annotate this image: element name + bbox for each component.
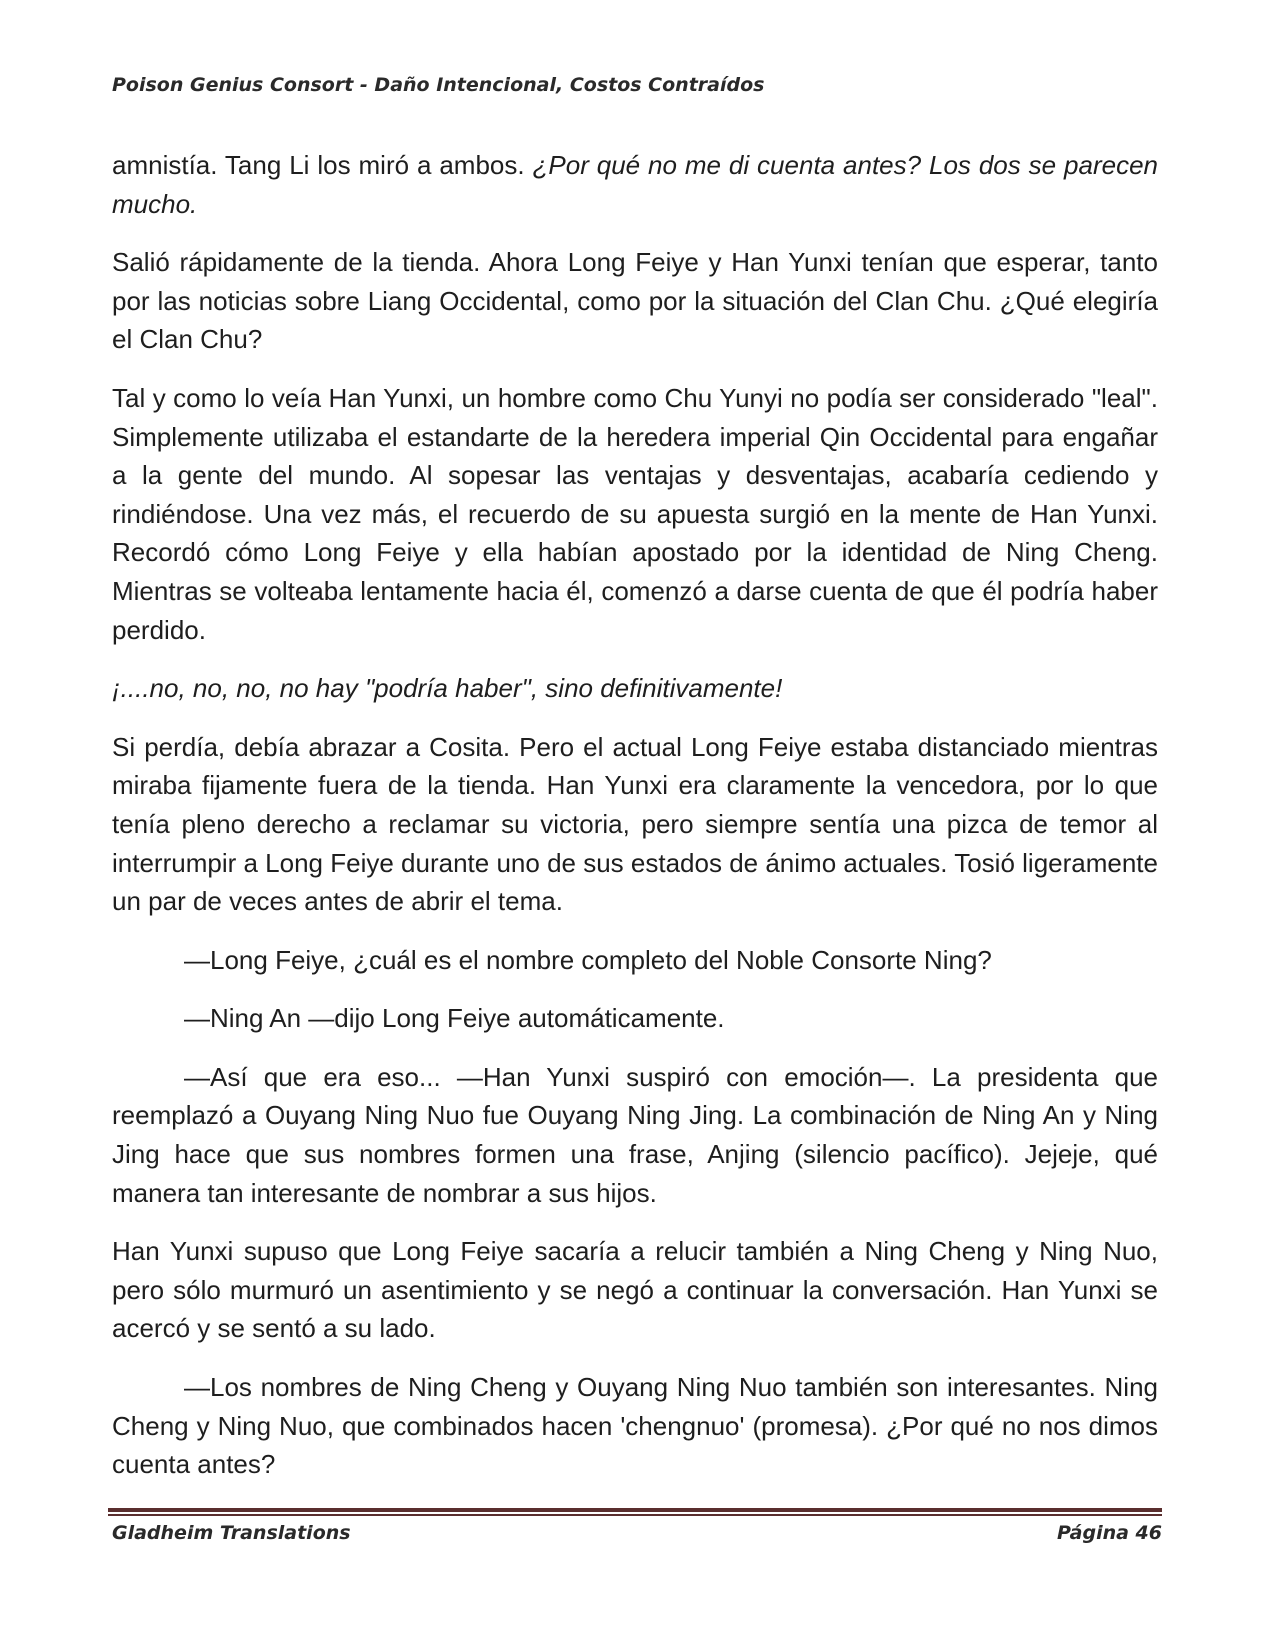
paragraph-1-normal: amnistía. Tang Li los miró a ambos. (112, 150, 533, 180)
paragraph-8: —Así que era eso... —Han Yunxi suspiró con emoción—. La presidenta que reemplazó a Ouyang Ning Nuo fue Ouyang Ning Jing. La combinación de Ning An y Ning Jing hace que sus nombres formen una frase, Anjing (silencio pacífico). Jejeje, qué manera tan interesante de nombrar a sus hijos. (112, 1061, 1158, 1208)
paragraph-6: —Long Feiye, ¿cuál es el nombre completo del Noble Consorte Ning? (184, 944, 992, 975)
paragraph-2: Salió rápidamente de la tienda. Ahora Long Feiye y Han Yunxi tenían que esperar, tanto por las noticias sobre Liang Occidental, como por la situación del Clan Chu. ¿Qué elegiría el Clan Chu? (112, 247, 1158, 355)
paragraph-5: Si perdía, debía abrazar a Cosita. Pero el actual Long Feiye estaba distanciado mientras miraba fijamente fuera de la tienda. Han Yunxi era claramente la vencedora, por lo que tenía pleno derecho a reclamar su victoria, pero siempre sentía una pizca de temor al interrumpir a Long Feiye durante uno de sus estados de ánimo actuales. Tosió ligeramente un par de veces antes de abrir el tema. (112, 731, 1158, 917)
paragraph-10: —Los nombres de Ning Cheng y Ouyang Ning Nuo también son interesantes. Ning Cheng y Ning Nuo, que combinados hacen 'chengnuo' (promesa). ¿Por qué no nos dimos cuenta antes? (112, 1372, 1158, 1480)
paragraph-1 (112, 146, 1158, 223)
paragraph-4: ¡....no, no, no, no hay "podría haber", sino definitivamente! (112, 673, 783, 704)
paragraph-1-emphasis: ¿Por qué no me di cuenta antes? Los dos se parecen mucho. (112, 150, 1158, 219)
paragraph-3: Tal y como lo veía Han Yunxi, un hombre como Chu Yunyi no podía ser considerado "leal". Simplemente utilizaba el estandarte de la heredera imperial Qin Occidental para engañar a la gente del mundo. Al sopesar las ventajas y desventajas, acabaría cediendo y rindiéndose. Una vez más, el recuerdo de su apuesta surgió en la mente de Han Yunxi. Recordó cómo Long Feiye y ella habían apostado por la identidad de Ning Cheng. Mientras se volteaba lentamente hacia él, comenzó a darse cuenta de que él podría haber perdido. (112, 382, 1158, 645)
page-header-title: Poison Genius Consort - Daño Intencional, Costos Contraídos (112, 74, 765, 96)
footer-divider (108, 1508, 1162, 1516)
paragraph-9: Han Yunxi supuso que Long Feiye sacaría a relucir también a Ning Cheng y Ning Nuo, pero sólo murmuró un asentimiento y se negó a continuar la conversación. Han Yunxi se acercó y se sentó a su lado. (112, 1236, 1158, 1344)
footer-page-number: Página 46 (1056, 1522, 1162, 1544)
footer-divider-thick (108, 1508, 1162, 1512)
footer-divider-thin (108, 1514, 1162, 1516)
paragraph-7: —Ning An —dijo Long Feiye automáticamente. (184, 1003, 725, 1034)
footer-publisher: Gladheim Translations (112, 1522, 351, 1544)
document-body (112, 146, 1158, 1504)
